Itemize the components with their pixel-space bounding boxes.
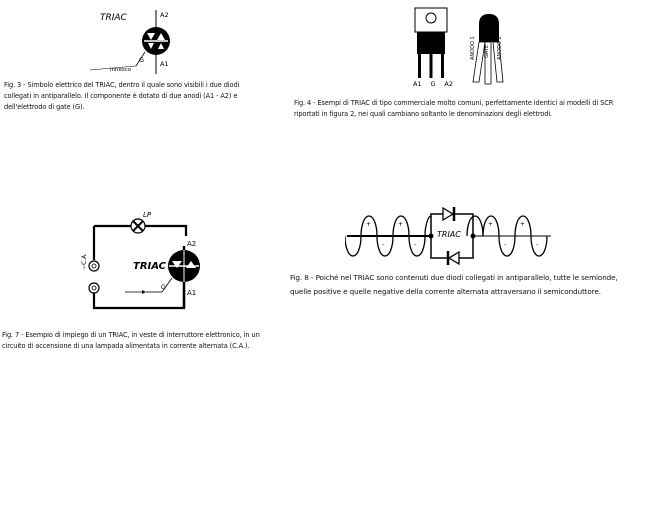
plus-mark: + — [366, 221, 372, 228]
fig4-to92-label-2: GATE — [484, 44, 490, 58]
fig3-label-a2: A2 — [160, 11, 169, 19]
minus-mark: - — [382, 241, 385, 248]
fig3-title: TRIAC — [100, 13, 127, 23]
fig8-triac-label: TRIAC — [437, 230, 461, 239]
fig4-to92-label-1: ANODO 1 — [470, 36, 476, 60]
fig4-to92-label-3: ANODO 2 — [497, 36, 503, 60]
plus-mark: + — [488, 221, 494, 228]
fig3-caption: Fig. 3 - Simbolo elettrico del TRIAC, dentro il quale sono visibili i due diodi collegati in antiparallelo. Il componente è dotato di due anodi (A1 - A2) e dell'elettrodo di gate (G). — [4, 81, 240, 111]
minus-mark: - — [414, 241, 417, 248]
minus-mark: - — [536, 241, 539, 248]
fig7-lamp-label: LP — [143, 211, 152, 219]
fig7-source-label: ~C.A. — [81, 252, 88, 270]
fig4-pin-g: G — [430, 80, 436, 88]
fig4-pin-a1: A1 — [413, 80, 422, 88]
fig3-label-a1: A1 — [160, 60, 169, 68]
fig4-caption: Fig. 4 - Esempi di TRIAC di tipo commerciale molto comuni, perfettamente identici ai modelli di SCR riportati in figura 2, nei quali cambiano soltanto le denominazioni degli elettrodi. — [294, 99, 614, 118]
fig7-label-gate: G — [161, 284, 166, 291]
fig7-triac-label: TRIAC — [133, 261, 167, 272]
fig7-caption: Fig. 7 - Esempio di impiego di un TRIAC, in veste di interruttore elettronico, in un circuito di accensione di una lampada alimentata in corrente alternata (C.A.). — [2, 331, 260, 350]
fig3-triac-symbol — [90, 8, 190, 76]
plus-mark: + — [520, 221, 526, 228]
fig4-pin-a2: A2 — [444, 80, 453, 88]
fig7-label-a1: A1 — [187, 289, 197, 297]
plus-mark: + — [398, 221, 404, 228]
fig3-label-gate: G — [139, 56, 145, 64]
fig8-caption: Fig. 8 - Poiché nel TRIAC sono contenuti due diodi collegati in antiparallelo, tutte le semionde, quelle positive e quelle negative della corrente alternata attraversano il semiconduttore. — [290, 273, 618, 296]
fig3-label-trigger: innesco — [110, 67, 132, 73]
fig4-pin-labels — [413, 80, 453, 90]
fig7-label-a2: A2 — [187, 240, 197, 248]
minus-mark: - — [504, 241, 507, 248]
